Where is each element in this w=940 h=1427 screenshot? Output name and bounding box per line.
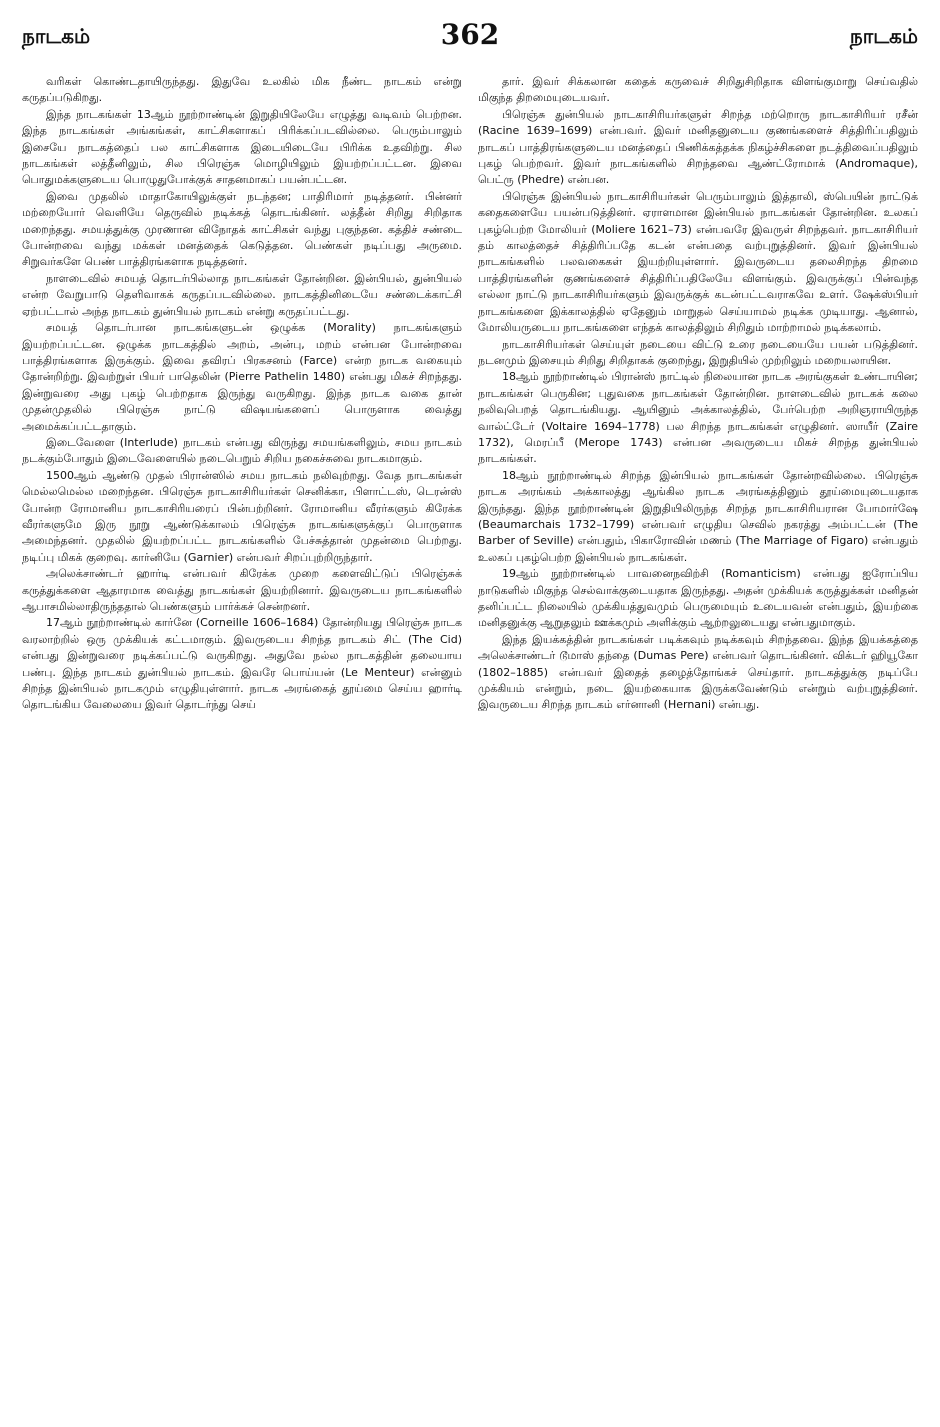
- paragraph: இந்த நாடகங்கள் 13ஆம் நூற்றாண்டின் இறுதியிலேயே எழுத்து வடிவம் பெற்றன. இந்த நாடகங்கள் அங்கங்கள், காட்சிகளாகப் பிரிக்கப்படவில்லை. பெரும்பாலும் இசையே நாடகத்தைப் பல காட்சிகளாக இடையிடையே பிரிக்க உதவிற்று. சில நாடகங்கள் லத்தீனிலும், சில பிரெஞ்சு மொழியிலும் இயற்றப்பட்டன. இவை பொதுமக்களுடைய பொழுதுபோக்குக் சாதனமாகப் பயன்பட்டன.: [22, 107, 462, 187]
- paragraph: 18ஆம் நூற்றாண்டில் சிறந்த இன்பியல் நாடகங்கள் தோன்றவில்லை. பிரெஞ்சு நாடக அரங்கம் அக்காலத்து ஆங்கில நாடக அரங்கத்தினும் தூய்மையுடையதாக இருந்தது. இந்த நூற்றாண்டின் இறுதியிலிருந்த சிறந்த நாடகாசிரியரான போமார்ஷே (Beaumarchais 1732–1799) என்பவர் எழுதிய செவில் நகரத்து அம்பட்டன் (The Barber of Seville) என்பதும், பிகாரோவின் மணம் (The Marriage of Figaro) என்பதும் உலகப் புகழ்பெற்ற இன்பியல் நாடகங்கள்.: [478, 468, 918, 564]
- running-head-left: நாடகம்: [22, 24, 91, 48]
- right-column: [478, 74, 918, 1414]
- paragraph: தார். இவர் சிக்கலான கதைக் கருவைச் சிறிதுசிறிதாக விளங்குமாறு செய்வதில் மிகுந்த திறமையுடையவர்.: [478, 75, 918, 105]
- paragraph: பிரெஞ்சு துன்பியல் நாடகாசிரியர்களுள் சிறந்த மற்றொரு நாடகாசிரியர் ரசீன் (Racine 1639–1699) என்பவர். இவர் மனிதனுடைய குணங்களைச் சித்திரிப்பதிலும் நாடகப் பாத்திரங்களுடைய மனத்தைப் பிணிக்கத்தக்க நிகழ்ச்சிகளை நடத்திவைப்பதிலும் புகழ் பெற்றவர். இவர் நாடகங்களில் சிறந்தவை ஆண்ட்ரோமாக் (Andromaque), பெட்ரு (Phedre) என்பன.: [478, 107, 918, 187]
- left-column: [22, 74, 462, 1414]
- paragraph: இவை முதலில் மாதாகோயிலுக்குள் நடந்தன; பாதிரிமார் நடித்தனர். பின்னர் மற்றையோர் வெளியே தெருவில் நடிக்கத் தொடங்கினர். லத்தீன் சிறிது சிறிதாக மறைந்தது. சமயத்துக்கு முரணான விநோதக் காட்சிகள் வந்து புகுந்தன. கத்திச் சண்டை போன்றவை வந்து மக்கள் மனத்தைக் கெடுத்தன. பெண்கள் நடிப்பது அருமை. சிறுவர்களே பெண் பாத்திரங்களாக நடித்தனர்.: [22, 189, 462, 269]
- paragraph: இடைவேளை (Interlude) நாடகம் என்பது விருந்து சமயங்களிலும், சமய நாடகம் நடக்கும்போதும் இடைவேளையில் நடைபெறும் சிறிய நகைச்சுவை நாடகமாகும்.: [22, 435, 462, 466]
- page-header: [22, 18, 918, 62]
- paragraph: வரிகள் கொண்டதாயிருந்தது. இதுவே உலகில் மிக நீண்ட நாடகம் என்று கருதப்படுகிறது.: [22, 75, 462, 105]
- paragraph: 1500ஆம் ஆண்டு முதல் பிரான்ஸில் சமய நாடகம் நலிவுற்றது. வேத நாடகங்கள் மெல்லமெல்ல மறைந்தன. பிரெஞ்சு நாடகாசிரியர்கள் செனிக்கா, பிளாட்டஸ், டெரன்ஸ் போன்ற ரோமானிய நாடகாசிரியரைப் பின்பற்றினர். ரோமானிய வீரர்களும் கிரேக்க வீரர்களுமே இரு நூறு ஆண்டுக்காலம் பிரெஞ்சு நாடகங்களுக்குப் பொருளாக அமைந்தனர். முதலில் இயற்றப்பட்ட நாடகங்களில் பேச்சுத்தான் முதன்மை பெற்றது. நடிப்பு மிகக் குறைவு. கார்னியே (Garnier) என்பவர் சிறப்புற்றிருந்தார்.: [22, 468, 462, 564]
- paragraph: பிரெஞ்சு இன்பியல் நாடகாசிரியர்கள் பெரும்பாலும் இத்தாலி, ஸ்பெயின் நாட்டுக் கதைகளையே பயன்படுத்தினர். ஏராளமான இன்பியல் நாடகங்கள் தோன்றின. உலகப் புகழ்பெற்ற மோலியர் (Moliere 1621–73) என்பவரே இவருள் சிறந்தவர். நாடகாசிரியர் தம் காலத்தைச் சித்திரிப்பதே கடன் என்பதை வற்புறுத்தினர். இவர் இன்பியல் நாடகங்களில் பலவகைகள் இயற்றியுள்ளார். இவருடைய தலைசிறந்த திறமை பாத்திரங்களின் குணங்களைச் சித்திரிப்பதிலேயே விளங்கும். இவருக்குப் பின்வந்த எல்லா நாட்டு நாடகாசிரியர்களும் இவருக்குக் கடன்பட்டவராகவே உளர். ஷேக்ஸ்பியர் நாடகங்களை இக்காலத்தில் ஏதேனும் மாறுதல் செய்யாமல் நடிக்க முடியாது. ஆனால், மோலியருடைய நாடகங்களை எந்தக் காலத்திலும் சிறிதும் மாற்றாமல் நடிக்கலாம்.: [478, 189, 918, 335]
- text-columns: [22, 74, 918, 1414]
- page-number: 362: [440, 18, 500, 51]
- paragraph: நாளடைவில் சமயத் தொடர்பில்லாத நாடகங்கள் தோன்றின. இன்பியல், துன்பியல் என்ற வேறுபாடு தெளிவாகக் கருதப்படவில்லை. நாடகத்தினிடையே சண்டைக்காட்சி ஏற்பட்டால் அந்த நாடகம் துன்பியல் நாடகம் என்று கருதப்பட்டது.: [22, 271, 462, 318]
- paragraph: 19ஆம் நூற்றாண்டில் பாவனைநவிற்சி (Romanticism) என்பது ஐரோப்பிய நாடுகளில் மிகுந்த செல்வாக்குடையதாக இருந்தது. அதன் முக்கியக் கருத்துக்கள் மனிதன் தனிப்பட்ட நிலையில் முக்கியத்துவமும் பெருமையும் உடையவன் என்பதும், இயற்கை மனிதனுக்கு ஆறுதலும் ஊக்கமும் அளிக்கும் ஆற்றலுடையது என்பதுமாகும்.: [478, 567, 918, 630]
- running-head-right: நாடகம்: [849, 24, 918, 48]
- paragraph: இந்த இயக்கத்தின் நாடகங்கள் படிக்கவும் நடிக்கவும் சிறந்தவை. இந்த இயக்கத்தை அலெக்சாண்டர் டூமாஸ் தந்தை (Dumas Pere) என்பவர் தொடங்கினர். விக்டர் ஹியூகோ (1802–1885) என்பவர் இதைத் தழைத்தோங்கச் செய்தார். நாடகத்துக்கு நடிப்பே முக்கியம் என்றும், நடை இயற்கையாக இருக்கவேண்டும் என்றும் வற்புறுத்தினர். இவருடைய சிறந்த நாடகம் எர்னானி (Hernani) என்பது.: [478, 632, 918, 712]
- paragraph: சமயத் தொடர்பான நாடகங்களுடன் ஒழுக்க (Morality) நாடகங்களும் இயற்றப்பட்டன. ஒழுக்க நாடகத்தில் அறம், அன்பு, மறம் என்பன போன்றவை பாத்திரங்களாக இருக்கும். இவை தவிரப் பிரகசனம் (Farce) என்ற நாடக வகையும் தோன்றிற்று. இவற்றுள் பியர் பாதெலின் (Pierre Pathelin 1480) என்பது மிகச் சிறந்தது. இன்றுவரை அது புகழ் பெற்றதாக இருந்து வருகிறது. இந்த நாடக வகை தான் முதன்முதலில் பிரெஞ்சு நாட்டு விஷயங்களைப் பொருளாக வைத்து அமைக்கப்பட்டதாகும்.: [22, 321, 462, 433]
- paragraph: 18ஆம் நூற்றாண்டில் பிரான்ஸ் நாட்டில் நிலையான நாடக அரங்குகள் உண்டாயின; நாடகங்கள் பெருகின; புதுவகை நாடகங்கள் தோன்றின. நாளடைவில் நாடகக் கலை நலிவுபெறத் தொடங்கியது. ஆயினும் அக்காலத்தில், பேர்பெற்ற அறிஞராயிருந்த வால்ட்டேர் (Voltaire 1694–1778) பல சிறந்த நாடகங்கள் எழுதினர். ஸாயீர் (Zaire 1732), மெரப்பீ (Merope 1743) என்பன அவருடைய மிகச் சிறந்த துன்பியல் நாடகங்கள்.: [478, 370, 918, 466]
- paragraph: 17ஆம் நூற்றாண்டில் கார்னே (Corneille 1606–1684) தோன்றியது பிரெஞ்சு நாடக வரலாற்றில் ஒரு முக்கியக் கட்டமாகும். இவருடைய சிறந்த நாடகம் சிட் (The Cid) என்பது இன்றுவரை நடிக்கப்பட்டு வருகிறது. அதுவே நல்ல நாடகத்தின் தலையாய பண்பு. இந்த நாடகம் துன்பியல் நாடகம். இவரே பொய்யன் (Le Menteur) என்னும் சிறந்த இன்பியல் நாடகமும் எழுதியுள்ளார். நாடக அரங்கைத் தூய்மை செய்ய ஹார்டி தொடங்கிய வேலையை இவர் தொடர்ந்து செய்: [22, 616, 462, 712]
- paragraph: அலெக்சாண்டர் ஹார்டி என்பவர் கிரேக்க முறை களைவிட்டுப் பிரெஞ்சுக் கருத்துக்களை ஆதாரமாக வைத்து நாடகங்கள் இயற்றினார். இவருடைய நாடகங்களில் ஆபாசமில்லாதிருந்ததால் பெண்களும் பார்க்கச் சென்றனர்.: [22, 567, 462, 613]
- paragraph: நாடகாசிரியர்கள் செய்யுள் நடையை விட்டு உரை நடையையே பயன் படுத்தினர். நடனமும் இசையும் சிறிது சிறிதாகக் குறைந்து, இறுதியில் முற்றிலும் மறையலாயின.: [478, 337, 918, 367]
